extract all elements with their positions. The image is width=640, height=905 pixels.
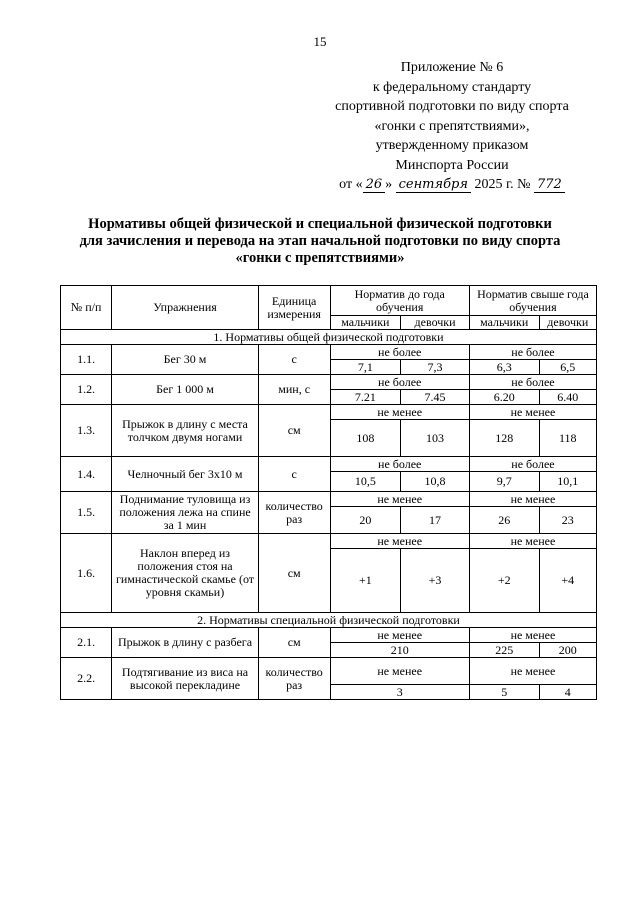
value-cell: 7.45 (401, 390, 470, 405)
header-after-year: Норматив свыше года обучения (469, 286, 596, 316)
value-cell: 10,5 (330, 472, 401, 492)
qualifier: не менее (469, 534, 596, 549)
title-line: для зачисления и перевода на этап начальной подготовки по виду спорта (79, 233, 561, 249)
value-cell: 4 (539, 685, 596, 700)
unit: мин, с (258, 375, 330, 405)
table-row (61, 628, 597, 643)
handwritten-month: сентября (396, 177, 471, 193)
exercise-name: Челночный бег 3х10 м (112, 457, 259, 492)
value-cell: 5 (469, 685, 539, 700)
header-before-year: Норматив до года обучения (330, 286, 469, 316)
value-cell: 6.20 (469, 390, 539, 405)
appendix-block (322, 58, 582, 195)
row-number: 1.5. (61, 492, 112, 534)
row-number: 1.6. (61, 534, 112, 613)
appendix-line: к федеральному стандарту (372, 79, 532, 95)
value-cell: 20 (330, 507, 401, 534)
exercise-name: Бег 30 м (112, 345, 259, 375)
header-unit: Единица измерения (258, 286, 330, 330)
value-cell: 26 (469, 507, 539, 534)
exercise-name: Подтягивание из виса на высокой перекладине (112, 658, 259, 700)
qualifier: не более (469, 375, 596, 390)
appendix-line: Приложение № 6 (400, 60, 504, 75)
exercise-name: Поднимание туловища из положения лежа на спине за 1 мин (112, 492, 259, 534)
section-heading: 2. Нормативы специальной физической подготовки (61, 613, 597, 628)
unit: количество раз (258, 658, 330, 700)
order-date-line (322, 175, 582, 195)
qualifier: не менее (469, 492, 596, 507)
qualifier: не менее (330, 405, 469, 420)
year-text: 2025 г. № (470, 177, 535, 192)
norms-table (60, 285, 597, 700)
value-cell: 225 (469, 643, 539, 658)
unit: с (258, 457, 330, 492)
header-num: № п/п (61, 286, 112, 330)
appendix-line: утвержденному приказом (375, 138, 529, 153)
value-cell: 9,7 (469, 472, 539, 492)
value-cell: 6,5 (539, 360, 596, 375)
unit: см (258, 534, 330, 613)
table-row (61, 534, 597, 549)
appendix-line: спортивной подготовки по виду спорта (335, 99, 569, 114)
row-number: 1.3. (61, 405, 112, 457)
header-girls: девочки (539, 316, 596, 330)
page-number: 15 (313, 34, 327, 49)
qualifier: не менее (330, 534, 469, 549)
unit: количество раз (258, 492, 330, 534)
exercise-name: Прыжок в длину с разбега (112, 628, 259, 658)
qualifier: не более (469, 457, 596, 472)
header-girls: девочки (401, 316, 470, 330)
appendix-line: «гонки с препятствиями», (374, 118, 530, 134)
value-cell: 10,1 (539, 472, 596, 492)
value-cell: 23 (539, 507, 596, 534)
row-number: 2.2. (61, 658, 112, 700)
table-row (61, 492, 597, 507)
row-number: 1.1. (61, 345, 112, 375)
table-row (61, 345, 597, 360)
title-line: «гонки с препятствиями» (235, 250, 405, 266)
value-cell: +1 (330, 549, 401, 613)
appendix-line: Минспорта России (395, 157, 509, 173)
document-title (60, 216, 580, 267)
value-cell: 7,1 (330, 360, 401, 375)
value-cell: 3 (330, 685, 469, 700)
value-cell: 103 (401, 420, 470, 457)
qualifier: не менее (469, 658, 596, 685)
value-cell: +3 (401, 549, 470, 613)
row-number: 1.2. (61, 375, 112, 405)
unit: с (258, 345, 330, 375)
date-mid: » (385, 177, 396, 192)
value-cell: 128 (469, 420, 539, 457)
qualifier: не менее (330, 658, 469, 685)
table-row (61, 457, 597, 472)
row-number: 2.1. (61, 628, 112, 658)
unit: см (258, 405, 330, 457)
title-line: Нормативы общей физической и специальной физической подготовки (88, 216, 552, 232)
table-row (61, 405, 597, 420)
qualifier: не более (330, 345, 469, 360)
qualifier: не менее (330, 628, 469, 643)
value-cell: 6.40 (539, 390, 596, 405)
qualifier: не менее (330, 492, 469, 507)
qualifier: не более (330, 457, 469, 472)
table-row (61, 658, 597, 685)
value-cell: +2 (469, 549, 539, 613)
value-cell: 200 (539, 643, 596, 658)
header-exercise: Упражнения (112, 286, 259, 330)
handwritten-day: 26 (363, 177, 386, 193)
value-cell: 7,3 (401, 360, 470, 375)
row-number: 1.4. (61, 457, 112, 492)
handwritten-order-number: 772 (534, 177, 565, 193)
exercise-name: Бег 1 000 м (112, 375, 259, 405)
header-boys: мальчики (330, 316, 401, 330)
qualifier: не менее (469, 628, 596, 643)
unit: см (258, 628, 330, 658)
qualifier: не более (330, 375, 469, 390)
exercise-name: Прыжок в длину с места толчком двумя ногами (112, 405, 259, 457)
qualifier: не более (469, 345, 596, 360)
qualifier: не менее (469, 405, 596, 420)
value-cell: 10,8 (401, 472, 470, 492)
value-cell: 17 (401, 507, 470, 534)
exercise-name: Наклон вперед из положения стоя на гимнастической скамье (от уровня скамьи) (112, 534, 259, 613)
date-prefix: от « (339, 177, 363, 192)
value-cell: 6,3 (469, 360, 539, 375)
table-row (61, 375, 597, 390)
value-cell: 7.21 (330, 390, 401, 405)
value-cell: 118 (539, 420, 596, 457)
value-cell: +4 (539, 549, 596, 613)
value-cell: 108 (330, 420, 401, 457)
value-cell: 210 (330, 643, 469, 658)
section-heading: 1. Нормативы общей физической подготовки (61, 330, 597, 345)
header-boys: мальчики (469, 316, 539, 330)
